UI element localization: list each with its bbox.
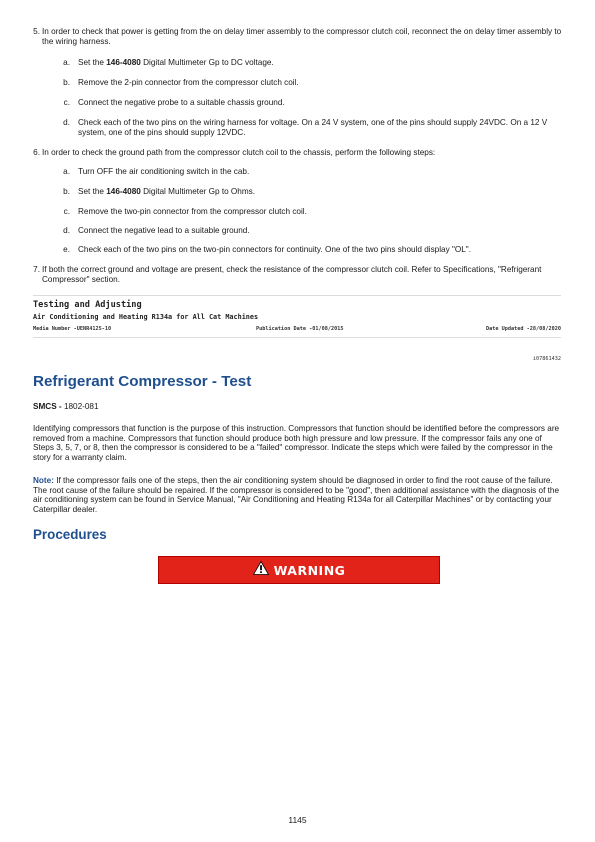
media-number: Media Number -UENR4125-10 — [33, 326, 112, 332]
substep-letter: c. — [63, 98, 70, 107]
smcs-code — [33, 402, 99, 411]
substep-text-post: Digital Multimeter Gp to Ohms. — [140, 187, 256, 196]
substep-letter: b. — [63, 187, 70, 196]
step-number: 6. — [33, 148, 40, 157]
section-divider — [33, 295, 561, 296]
doc-subtitle: Air Conditioning and Heating R134a for All Cat Machines — [33, 313, 259, 321]
step-text: In order to check that power is getting from the on delay timer assembly to the compressor clutch coil, reconnect the on delay timer assembly to the wiring harness. — [42, 27, 562, 46]
substep-text: Connect the negative probe to a suitable chassis ground. — [78, 98, 285, 107]
part-number: 146-4080 — [106, 187, 141, 196]
step-text: In order to check the ground path from the compressor clutch coil to the chassis, perform the following steps: — [42, 148, 436, 157]
substep-text: Turn OFF the air conditioning switch in the cab. — [78, 167, 250, 176]
substep-text — [78, 58, 564, 68]
smcs-value: 1802-081 — [63, 402, 99, 411]
step-number: 7. — [33, 265, 40, 274]
publication-date: Publication Date -01/08/2015 — [256, 326, 344, 332]
substep-text — [78, 187, 564, 197]
warning-triangle-icon — [253, 561, 269, 580]
substep-text-pre: Set the — [78, 187, 107, 196]
substep-text-post: Digital Multimeter Gp to DC voltage. — [140, 58, 274, 67]
smcs-label: SMCS - — [33, 402, 64, 411]
doc-title: Testing and Adjusting — [33, 300, 142, 310]
procedures-heading: Procedures — [33, 527, 107, 542]
part-number: 146-4080 — [106, 58, 141, 67]
substep-letter: c. — [63, 207, 70, 216]
substep-text-pre: Set the — [78, 58, 107, 67]
step-text: If both the correct ground and voltage are present, check the resistance of the compressor clutch coil. Refer to Specifications, "Refrigerant Compressor" section. — [42, 265, 542, 284]
warning-label: WARNING — [273, 562, 346, 578]
note-paragraph — [33, 476, 563, 515]
header-divider — [33, 337, 561, 338]
page-number: 1145 — [288, 815, 307, 825]
warning-content — [253, 561, 346, 580]
substep-text: Remove the 2-pin connector from the compressor clutch coil. — [78, 78, 299, 87]
page-title: Refrigerant Compressor - Test — [33, 373, 252, 390]
substep-letter: d. — [63, 118, 70, 127]
substep-letter: e. — [63, 245, 70, 254]
step-number: 5. — [33, 27, 40, 36]
substep-letter: b. — [63, 78, 70, 87]
substep-letter: a. — [63, 58, 70, 67]
substep-text: Check each of the two pins on the two-pin connectors for continuity. One of the two pins should display "OL". — [78, 245, 471, 254]
substep-letter: d. — [63, 226, 70, 235]
note-label: Note: — [33, 476, 54, 485]
substep-text: Check each of the two pins on the wiring harness for voltage. On a 24 V system, one of the pins should supply 24VDC. On a 12 V system, one of the pins should supply 12VDC. — [78, 118, 548, 137]
substep-text: Connect the negative lead to a suitable ground. — [78, 226, 250, 235]
document-id: i07861432 — [532, 356, 561, 362]
substep-text: Remove the two-pin connector from the compressor clutch coil. — [78, 207, 307, 216]
warning-banner — [158, 556, 440, 584]
note-text: If the compressor fails one of the steps, then the air conditioning system should be diagnosed in order to find the root cause of the failure. The root cause of the failure should be repaired. If the compressor is considered to be "good", then additional assistance with the diagnosis of the air conditioning system can be found in Service Manual, "Air Conditioning and Heating R134a for all Caterpillar Machines" or by contacting your Caterpillar dealer. — [33, 476, 560, 515]
date-updated: Date Updated -28/08/2020 — [486, 326, 561, 332]
substep-letter: a. — [63, 167, 70, 176]
intro-paragraph: Identifying compressors that function is the purpose of this instruction. Compressors that function should be identified before the compressors are removed from a machine. Compressors that function should produce both high pressure and low pressure. If the compressor fails any one of Steps 3, 5, 7, or 8, then the compressor is considered to be a "failed" compressor. Indicate the steps which were failed by the compressor in the story for a warranty claim. — [33, 424, 560, 463]
